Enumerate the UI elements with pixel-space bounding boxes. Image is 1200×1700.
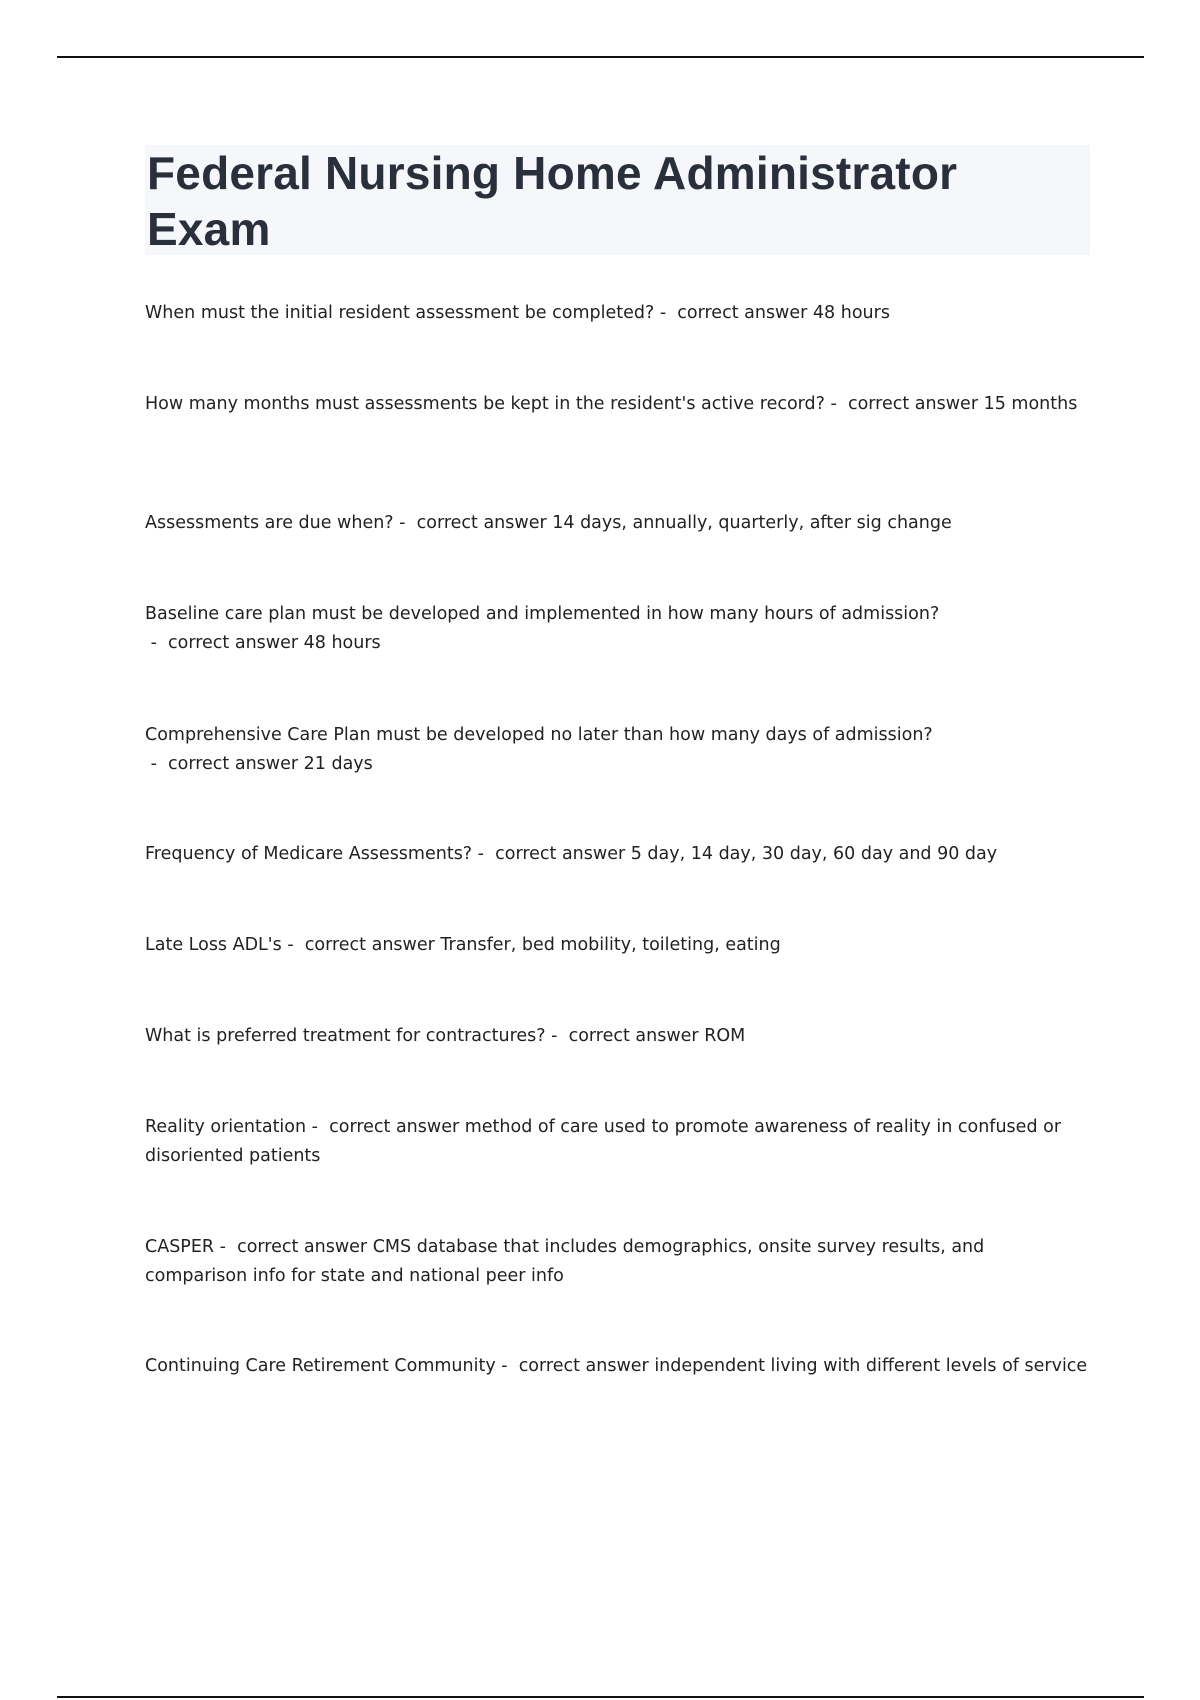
- title-banner: [145, 145, 1090, 255]
- question-text: When must the initial resident assessment be completed?: [145, 303, 655, 323]
- answer-marker: - correct answer: [145, 754, 304, 774]
- answer-marker: - correct answer: [393, 513, 553, 533]
- answer-marker: - correct answer: [545, 1026, 705, 1046]
- answer-text: 14 days, annually, quarterly, after sig change: [552, 513, 952, 533]
- qa-item: [145, 1352, 1090, 1381]
- question-text: What is preferred treatment for contractures?: [145, 1026, 546, 1046]
- answer-text: method of care used to promote awareness of reality in confused or disoriented patients: [145, 1117, 1062, 1166]
- question-text: CASPER: [145, 1237, 215, 1257]
- top-rule: [57, 56, 1144, 58]
- document-title: Federal Nursing Home Administrator Exam: [147, 147, 958, 255]
- question-text: Reality orientation: [145, 1117, 307, 1137]
- answer-marker: - correct answer: [824, 394, 984, 414]
- answer-marker: - correct answer: [281, 935, 441, 955]
- question-text: How many months must assessments be kept in the resident's active record?: [145, 394, 825, 414]
- answer-text: 48 hours: [303, 633, 381, 653]
- qa-item: [145, 721, 1090, 840]
- answer-marker: - correct answer: [495, 1356, 655, 1376]
- answer-text: Transfer, bed mobility, toileting, eating: [440, 935, 781, 955]
- qa-item: [145, 509, 1090, 600]
- answer-marker: - correct answer: [214, 1237, 373, 1257]
- answer-text: 15 months: [983, 394, 1078, 414]
- question-text: Late Loss ADL's: [145, 935, 282, 955]
- qa-item: [145, 600, 1090, 721]
- question-text: Continuing Care Retirement Community: [145, 1356, 496, 1376]
- answer-text: 48 hours: [812, 303, 890, 323]
- answer-marker: - correct answer: [306, 1117, 465, 1137]
- question-text: Frequency of Medicare Assessments?: [145, 844, 473, 864]
- document-body: [145, 145, 1090, 1381]
- qa-item: [145, 299, 1090, 390]
- qa-list: [145, 299, 1090, 1381]
- answer-text: ROM: [704, 1026, 746, 1046]
- answer-text: 5 day, 14 day, 30 day, 60 day and 90 day: [630, 844, 998, 864]
- qa-item: [145, 390, 1090, 509]
- qa-item: [145, 1113, 1090, 1233]
- qa-item: [145, 931, 1090, 1022]
- question-text: Baseline care plan must be developed and implemented in how many hours of admission?: [145, 604, 940, 624]
- answer-marker: - correct answer: [472, 844, 631, 864]
- answer-text: 21 days: [303, 754, 373, 774]
- answer-marker: - correct answer: [654, 303, 813, 323]
- qa-item: [145, 840, 1090, 931]
- question-text: Comprehensive Care Plan must be developed no later than how many days of admission?: [145, 725, 933, 745]
- answer-text: independent living with different levels of service: [654, 1356, 1088, 1376]
- question-text: Assessments are due when?: [145, 513, 394, 533]
- qa-item: [145, 1233, 1090, 1352]
- qa-item: [145, 1022, 1090, 1113]
- answer-marker: - correct answer: [145, 633, 304, 653]
- answer-text: CMS database that includes demographics, onsite survey results, and comparison info for state and national peer info: [145, 1237, 985, 1286]
- bottom-rule: [57, 1696, 1144, 1698]
